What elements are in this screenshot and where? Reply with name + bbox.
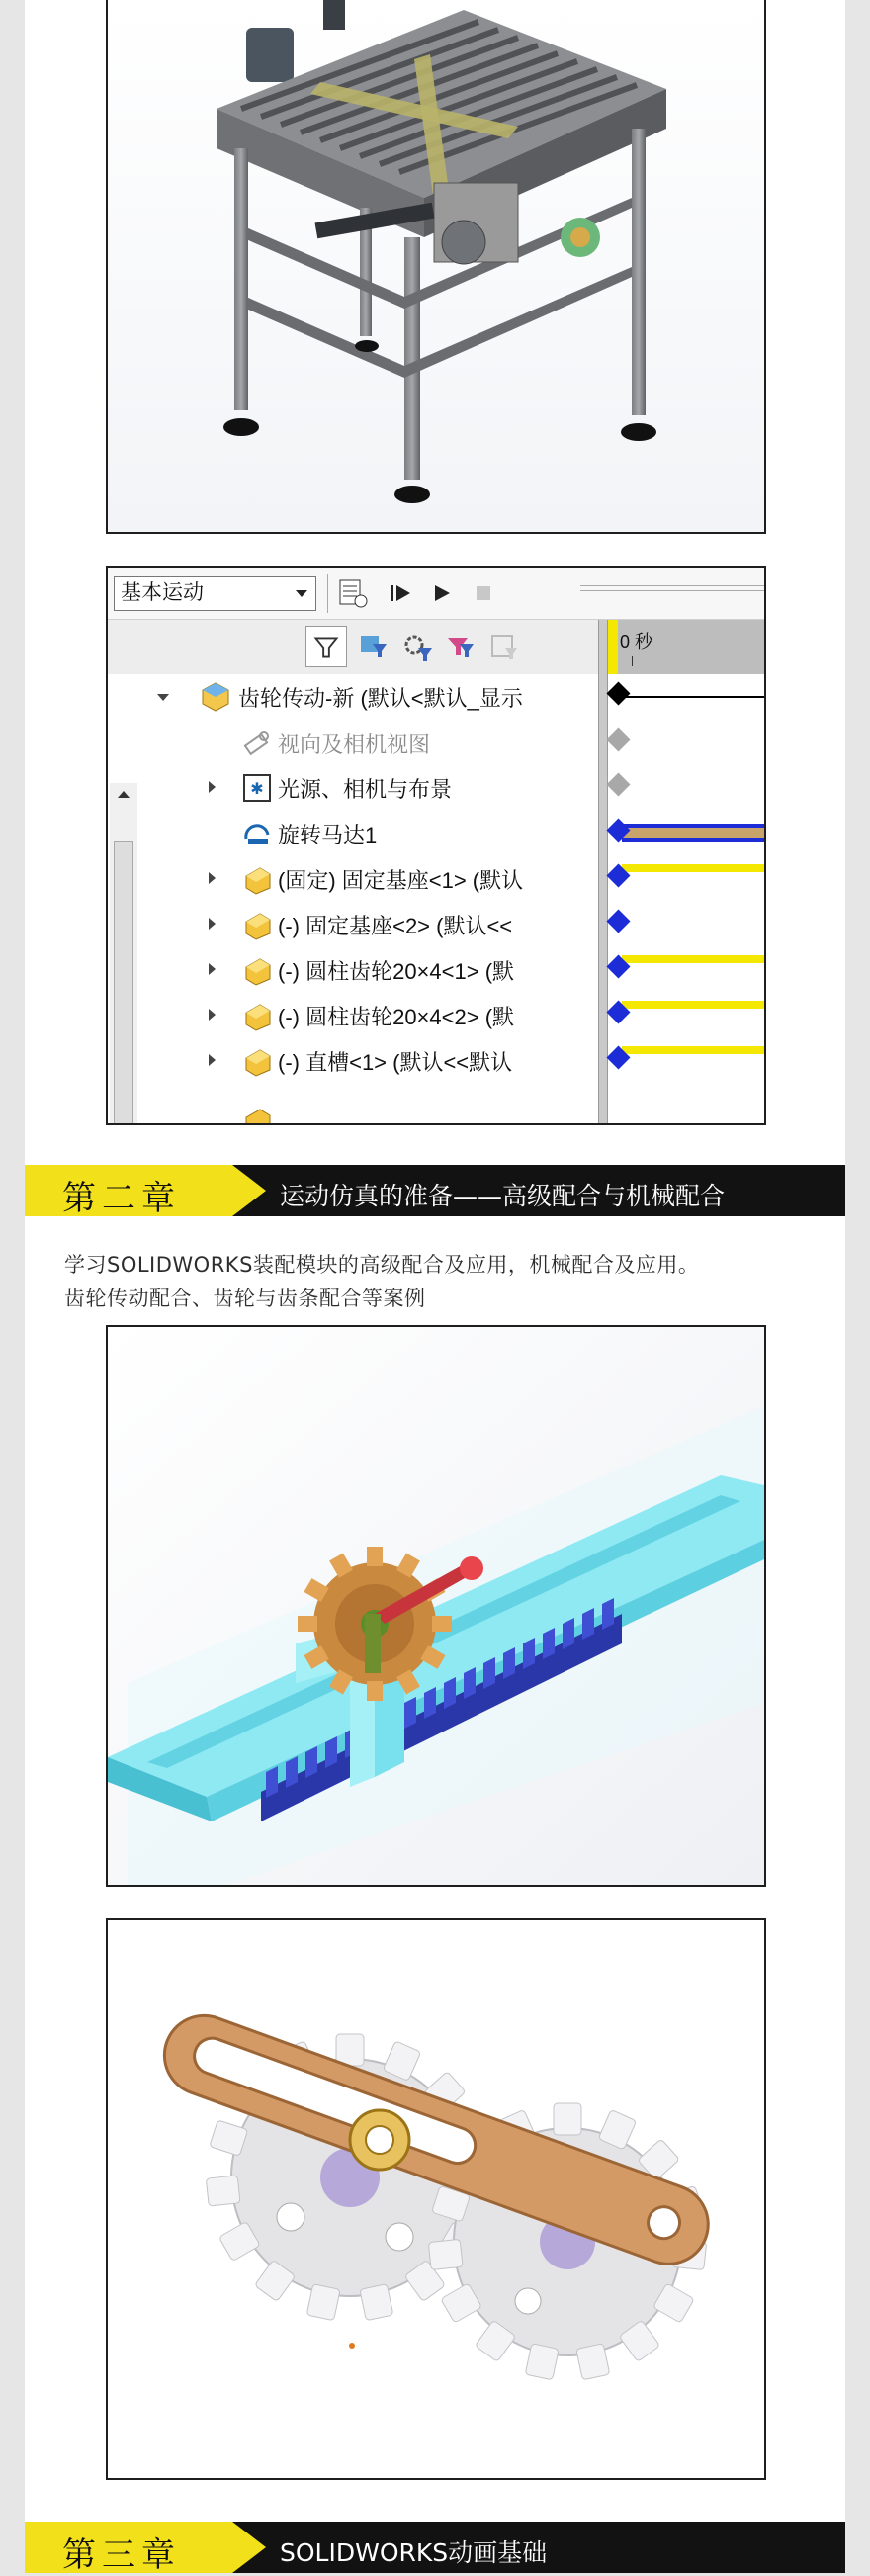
filter-funnel-icon[interactable]: [440, 626, 481, 667]
part-icon: [240, 1044, 274, 1078]
timeline-bar: [622, 1046, 764, 1054]
timeline-marker: [608, 620, 618, 674]
expand-down-icon[interactable]: [157, 694, 169, 701]
tree-item-partial: [108, 1084, 598, 1123]
calculator-icon[interactable]: [337, 577, 369, 609]
gear-linkage-illustration: [108, 1920, 764, 2478]
tree-item-rotary-motor[interactable]: [108, 811, 598, 856]
tree-item-label: 光源、相机与布景: [278, 777, 453, 802]
panel-splitter[interactable]: [598, 620, 608, 1125]
timeline-row: [608, 1038, 764, 1084]
timeline-row: [608, 993, 764, 1038]
camera-icon: [240, 726, 274, 759]
expand-right-icon[interactable]: [209, 1054, 216, 1066]
tree-item-spur-gear-2[interactable]: [108, 993, 598, 1038]
part-icon: [240, 862, 274, 896]
timeline-zero-label: 0 秒: [620, 632, 653, 652]
tree-item-label: (固定) 固定基座<1> (默认: [278, 868, 524, 893]
chapter-arrow: [232, 2522, 266, 2573]
key-point[interactable]: [606, 727, 630, 751]
tree-item-spur-gear-1[interactable]: [108, 947, 598, 993]
timeline-row: [608, 811, 764, 856]
timeline-row: [608, 856, 764, 902]
timeline-bar: [622, 864, 764, 872]
timeline-row: [608, 674, 764, 720]
gear-linkage-figure: [106, 1918, 766, 2480]
chapter-title: 运动仿真的准备——高级配合与机械配合: [280, 1182, 726, 1210]
description-line: 齿轮传动配合、齿轮与齿条配合等案例: [64, 1287, 426, 1310]
tree-item-label: 齿轮传动-新 (默认<默认_显示: [238, 686, 523, 711]
timeline-row: [608, 765, 764, 811]
expand-right-icon[interactable]: [209, 918, 216, 930]
description-line: 学习SOLIDWORKS装配模块的高级配合及应用，机械配合及应用。: [64, 1253, 700, 1277]
chapter-2-banner: [25, 1165, 845, 1216]
part-icon: [240, 999, 274, 1032]
chapter-number: 第二章: [62, 1179, 181, 1218]
filter-disabled-icon[interactable]: [483, 626, 525, 667]
timeline-line: [622, 696, 764, 698]
rack-and-pinion-illustration: [108, 1327, 764, 1885]
timeline-bar-inner: [622, 828, 764, 838]
chevron-down-icon: [296, 590, 307, 597]
part-icon: [240, 908, 274, 941]
filter-bar: [108, 620, 598, 674]
toolbar-divider: [327, 574, 328, 613]
timeline-tick: [632, 656, 633, 666]
chapter-arrow: [232, 1165, 266, 1216]
chapter-number: 第三章: [62, 2535, 181, 2575]
tree-item-label: (-) 圆柱齿轮20×4<2> (默: [278, 1005, 515, 1029]
timeline-row: [608, 720, 764, 765]
expand-right-icon[interactable]: [209, 781, 216, 793]
key-point[interactable]: [606, 681, 630, 705]
timeline-bar: [622, 1001, 764, 1009]
tree-item-camera-views[interactable]: [108, 720, 598, 765]
motion-study-panel: [106, 566, 766, 1125]
tree-item-fixed-base-1[interactable]: [108, 856, 598, 902]
tree-item-fixed-base-2[interactable]: [108, 902, 598, 947]
study-type-value: 基本运动: [121, 581, 204, 604]
tree-item-label: (-) 固定基座<2> (默认<<: [278, 914, 513, 938]
play-from-start-icon[interactable]: [385, 577, 416, 609]
key-point[interactable]: [606, 772, 630, 796]
expand-right-icon[interactable]: [209, 963, 216, 975]
assembly-icon: [199, 680, 232, 714]
tree-item-straight-slot[interactable]: [108, 1038, 598, 1084]
filter-icon[interactable]: [305, 626, 347, 667]
tree-item-label: (-) 圆柱齿轮20×4<1> (默: [278, 959, 515, 984]
tree-item-root-assembly[interactable]: [108, 674, 598, 720]
timeline-header: [608, 620, 764, 674]
tree-item-label: (-) 直槽<1> (默认<<默认: [278, 1050, 513, 1075]
tree-item-label: 视向及相机视图: [278, 732, 431, 756]
timeline-row: [608, 947, 764, 993]
stop-icon[interactable]: [468, 577, 499, 609]
play-icon[interactable]: [426, 577, 458, 609]
expand-right-icon[interactable]: [209, 1009, 216, 1021]
chapter-title: SOLIDWORKS动画基础: [280, 2538, 548, 2567]
filter-assembly-icon[interactable]: [353, 626, 394, 667]
feature-tree: [108, 674, 598, 1125]
timeline-body[interactable]: [608, 674, 764, 1125]
timeline-bar: [622, 955, 764, 963]
filter-gear-icon[interactable]: [396, 626, 438, 667]
scene-icon: [240, 771, 274, 805]
motion-toolbar: [108, 568, 764, 620]
part-icon: [240, 1104, 274, 1123]
svg-text:✱: ✱: [250, 781, 264, 798]
timeline-scrubber[interactable]: [580, 585, 764, 591]
tree-item-scene[interactable]: [108, 765, 598, 811]
rack-and-pinion-figure: [106, 1325, 766, 1887]
chapter-2-description: [64, 1248, 845, 1315]
study-type-select[interactable]: [114, 576, 316, 611]
key-point[interactable]: [606, 909, 630, 933]
tree-item-label: 旋转马达1: [278, 823, 378, 847]
part-icon: [240, 953, 274, 987]
conveyor-machine-figure: [106, 0, 766, 534]
rotary-motor-icon: [240, 817, 274, 850]
expand-right-icon[interactable]: [209, 872, 216, 884]
chapter-3-banner: [25, 2522, 845, 2573]
timeline-row: [608, 902, 764, 947]
conveyor-machine-illustration: [108, 0, 764, 532]
